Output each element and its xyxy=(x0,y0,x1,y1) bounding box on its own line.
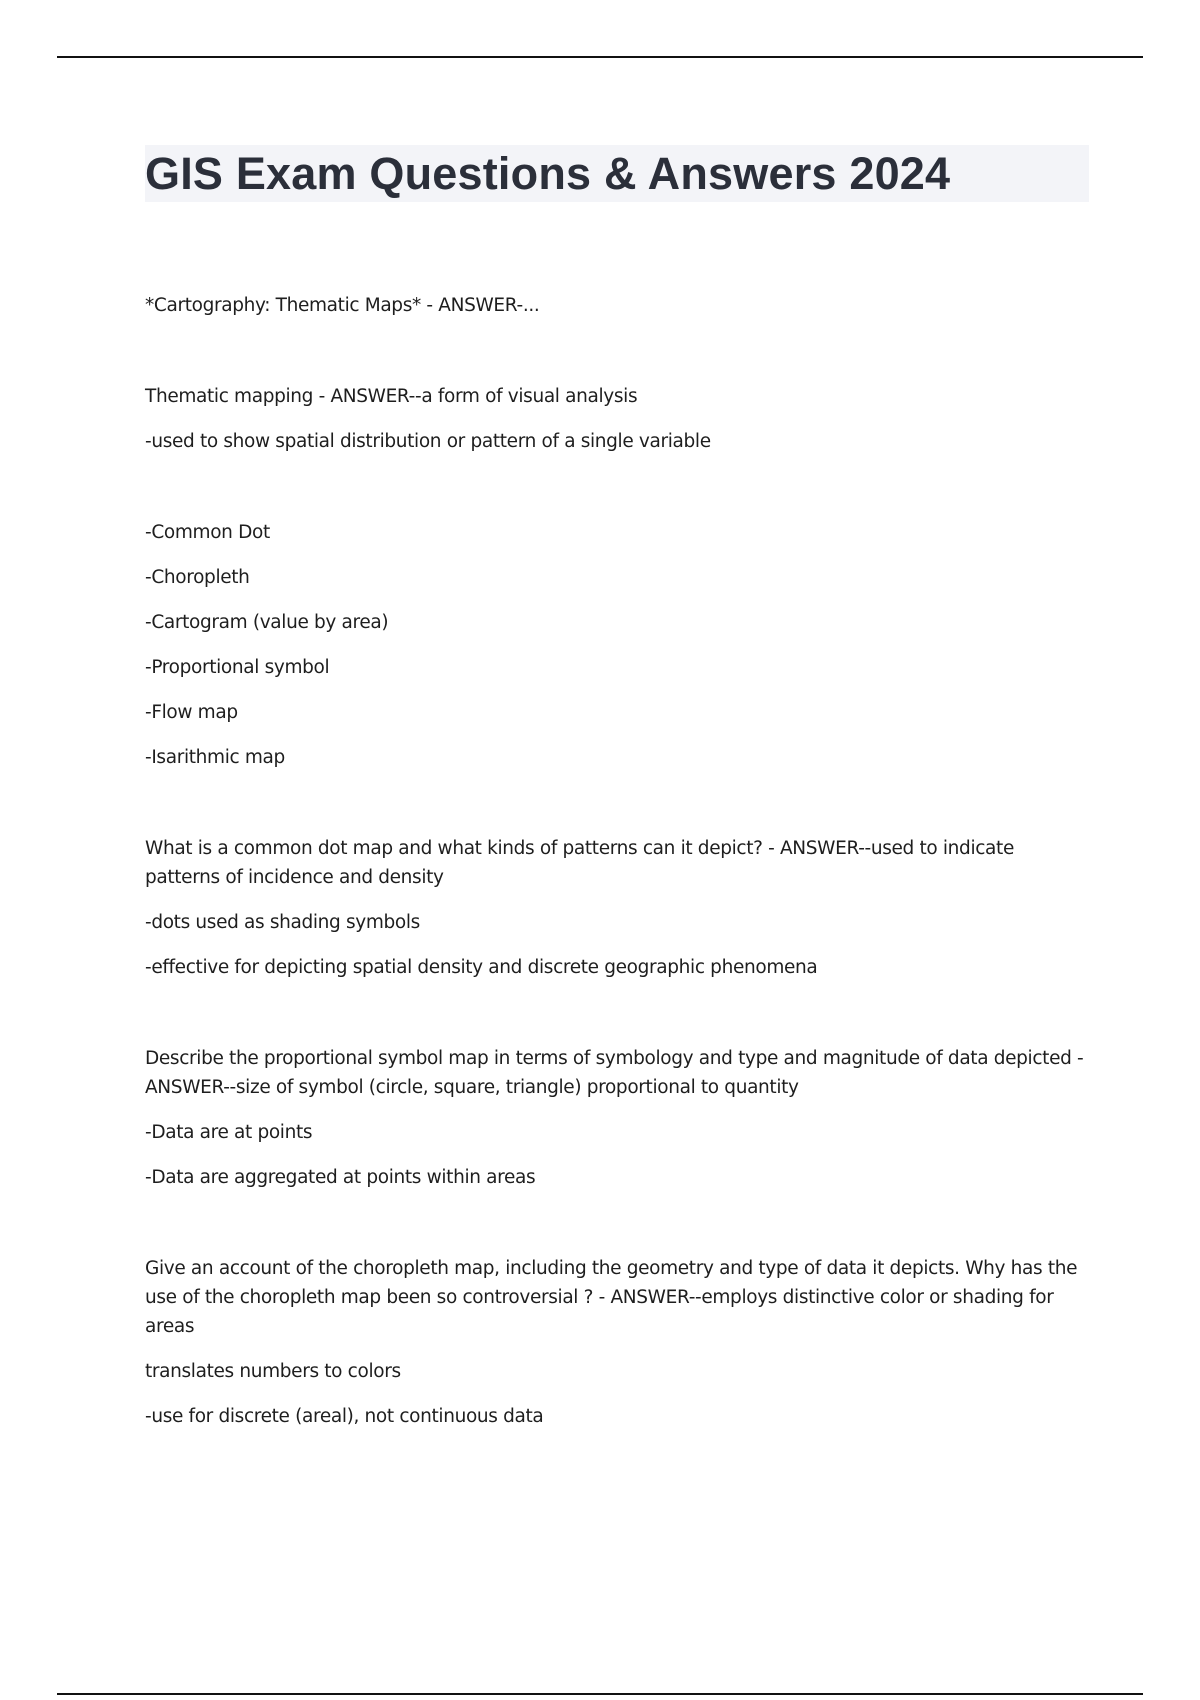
list-item: -Proportional symbol xyxy=(145,657,330,678)
answer-line: -Data are at points xyxy=(145,1122,313,1143)
qa-block xyxy=(145,834,1089,982)
list-item: -Cartogram (value by area) xyxy=(145,612,389,633)
list-item: -Flow map xyxy=(145,702,238,723)
bottom-rule xyxy=(57,1693,1143,1695)
answer-line: -dots used as shading symbols xyxy=(145,912,420,933)
answer-line: translates numbers to colors xyxy=(145,1361,401,1382)
document-body xyxy=(145,291,1089,1431)
document-title: GIS Exam Questions & Answers 2024 xyxy=(145,148,951,199)
qa-block xyxy=(145,291,1089,320)
top-rule xyxy=(57,56,1143,58)
list-item: -Common Dot xyxy=(145,522,270,543)
answer-line: -used to show spatial distribution or pattern of a single variable xyxy=(145,431,711,452)
question-answer: Give an account of the choropleth map, including the geometry and type of data it depicts. Why has the use of the choropleth map been so controversial ? - ANSWER--employs distinctive color or shading for areas xyxy=(145,1258,1078,1337)
section-heading: *Cartography: Thematic Maps* - ANSWER-... xyxy=(145,295,540,316)
list-item: -Choropleth xyxy=(145,567,250,588)
answer-line: -use for discrete (areal), not continuous data xyxy=(145,1406,544,1427)
qa-block xyxy=(145,1044,1089,1192)
answer-line: -Data are aggregated at points within areas xyxy=(145,1167,536,1188)
map-type-list xyxy=(145,518,1089,772)
question-answer: What is a common dot map and what kinds of patterns can it depict? - ANSWER--used to indicate patterns of incidence and density xyxy=(145,838,1014,888)
list-item: -Isarithmic map xyxy=(145,747,285,768)
qa-block xyxy=(145,1254,1089,1431)
question-answer: Thematic mapping - ANSWER--a form of visual analysis xyxy=(145,386,638,407)
question-answer: Describe the proportional symbol map in terms of symbology and type and magnitude of data depicted - ANSWER--size of symbol (circle, square, triangle) proportional to quantity xyxy=(145,1048,1084,1098)
answer-line: -effective for depicting spatial density and discrete geographic phenomena xyxy=(145,957,818,978)
qa-block xyxy=(145,382,1089,456)
